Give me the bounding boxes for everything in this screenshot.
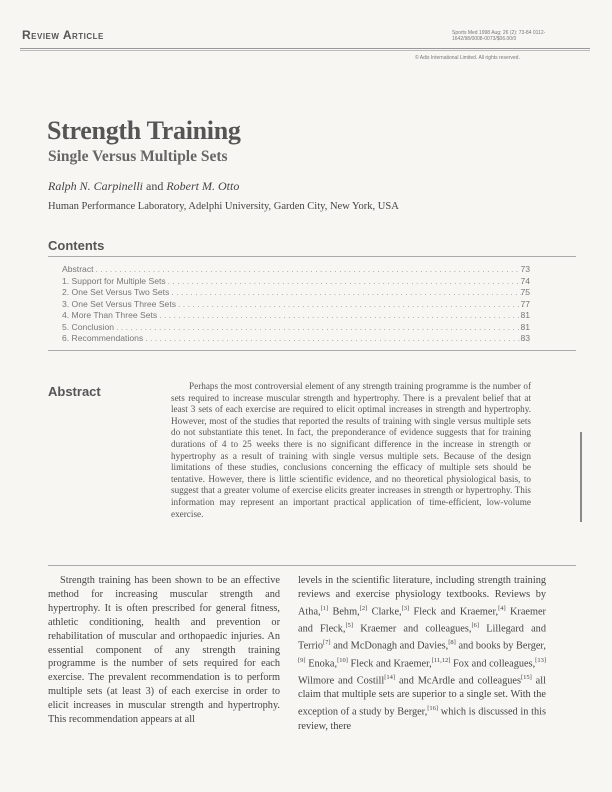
section-label: Review Article xyxy=(22,28,104,42)
toc-page: 81 xyxy=(520,321,530,332)
toc-item: 4. More Than Three Sets . . . xyxy=(62,310,528,322)
toc-item: 1. Support for Multiple Sets . . . xyxy=(62,276,528,288)
citation-ref: [7] xyxy=(323,639,331,647)
toc-page: 81 xyxy=(520,310,530,320)
contents-heading: Contents xyxy=(48,238,105,253)
citation-ref: [11,12] xyxy=(431,656,451,664)
body-column-left: Strength training has been shown to be an effective method for increasing muscular strength and hypertrophy. It is often prescribed for general fitness, athletic conditioning, health and prevention or rehabilitation of muscular and orthopaedic injuries. An essential component of any strength training programme is the number of sets required for each exercise. The prevalent recommendation is to perform multiple sets (at least 3) of each exercise in order to elicit increases in muscular strength and hypertrophy. This recommendation appears at all xyxy=(48,575,280,726)
toc-page: 73 xyxy=(520,264,530,274)
citation-ref: [4] xyxy=(498,604,506,612)
citation-ref: [16] xyxy=(427,705,439,713)
toc-page: 74 xyxy=(520,275,530,286)
toc-item: Abstract . . . xyxy=(62,264,528,276)
contents-rule xyxy=(48,256,576,257)
citation-ref: [1] xyxy=(320,604,329,612)
article-subtitle: Single Versus Multiple Sets xyxy=(48,148,228,165)
abstract-text: Perhaps the most controversial element of any strength training programme is the number of sets required to increase muscular strength and hypertrophy. There is a prevalent belief that at least 3 sets of each exercise are required to elicit optimal increases in strength and hypertrophy. However, most of the studies that reported the results of training with single versus multiple sets do not substantiate this tenet. In fact, the preponderance of evidence suggests that for training durations of 4 to 25 weeks there is no significant difference in the increase in strength or hypertrophy as a result of training with single versus multiple sets. Because of the design limitations of these studies, conclusions concerning the efficacy of multiple sets should be tentative. However, there is little scientific evidence, and no theoretical physiological basis, to suggest that a greater volume of exercise elicits greater increases in strength or hypertrophy. This information may represent an important practical application of time-efficient, low-volume exercise. xyxy=(171,381,531,519)
toc-page: 83 xyxy=(520,333,530,343)
abstract-heading: Abstract xyxy=(48,384,101,399)
article-title: Strength Training xyxy=(47,116,241,145)
toc-item: 5. Conclusion . . . xyxy=(62,322,528,334)
citation-ref: [9] xyxy=(298,656,306,664)
citation-ref: [8] xyxy=(448,639,456,647)
toc-item: 3. One Set Versus Three Sets . . . xyxy=(62,299,528,311)
journal-citation: Sports Med 1998 Aug; 26 (2): 73-84 0112-1642/98/0008-0073/$06.00/0 xyxy=(452,30,546,42)
contents-bottom-rule xyxy=(48,350,576,351)
toc-page: 77 xyxy=(520,298,530,309)
scan-edge-mark xyxy=(580,432,582,522)
toc-item: 2. One Set Versus Two Sets . . . xyxy=(62,287,528,299)
author-1: Ralph N. Carpinelli xyxy=(48,179,144,193)
citation-ref: [6] xyxy=(471,622,480,630)
citation-ref: [5] xyxy=(345,622,354,630)
toc-item: 6. Recommendations . . . xyxy=(62,333,528,345)
toc-page: 75 xyxy=(520,287,530,297)
citation-ref: [13] xyxy=(535,656,546,664)
header-rule xyxy=(20,48,590,49)
author-separator: and xyxy=(143,179,167,193)
citation-ref: [2] xyxy=(359,604,368,612)
citation-ref: [3] xyxy=(401,604,410,612)
author-line xyxy=(48,179,239,194)
header-rule-secondary xyxy=(20,50,590,51)
toc-page-numbers xyxy=(510,264,530,345)
author-2: Robert M. Otto xyxy=(166,179,240,193)
abstract-rule xyxy=(48,565,576,566)
citation-ref: [15] xyxy=(520,674,532,682)
citation-ref: [14] xyxy=(384,674,396,682)
copyright-notice: © Adis International Limited. All rights reserved. xyxy=(415,55,520,61)
table-of-contents xyxy=(62,264,528,345)
affiliation: Human Performance Laboratory, Adelphi University, Garden City, New York, USA xyxy=(48,201,399,212)
citation-ref: [10] xyxy=(337,656,348,664)
body-column-right: levels in the scientific literature, including strength training reviews and exercise physiology textbooks. Reviews by Atha,[1] Behm,[2] Clarke,[3] Fleck and Kraemer,[4] Kraemer and Fleck,[5] Kraemer and colleagues,[6] Lillegard and Terrio[7] and McDonagh and Davies,[8] and books by Berger,[9] Enoka,[10] Fleck and Kraemer,[11,12] Fox and colleagues,[13] Wilmore and Costill[14] and McArdle and colleagues[15] all claim that multiple sets are superior to a single set. With the exception of a study by Berger,[16] which is discussed in this review, there xyxy=(298,575,546,732)
